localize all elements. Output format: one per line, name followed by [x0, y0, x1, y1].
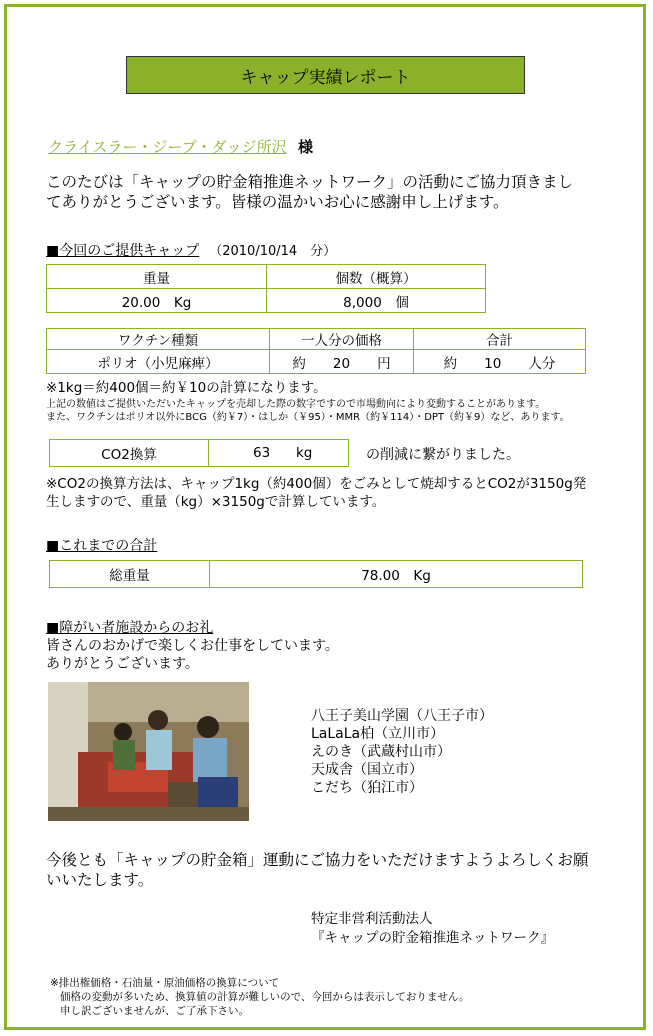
footnote-line-2: 価格の変動が多いため、換算値の計算が難しいので、今回からは表示しておりません。	[60, 991, 470, 1003]
co2-unit: kg	[295, 445, 313, 461]
workshop-photo	[48, 682, 249, 821]
footnote-line-3: 申し訳ございませんが、ご了承下さい。	[60, 1005, 249, 1017]
vaccine-total: 約 10 人分	[414, 350, 586, 374]
totals-heading: ■これまでの合計	[46, 538, 158, 554]
co2-note-1: ※CO2の換算方法は、キャップ1kg（約400個）をごみとして焼却するとCO2が3150g発	[46, 476, 587, 492]
header-count: 個数（概算）	[267, 265, 486, 289]
co2-table	[49, 439, 349, 467]
thanks-heading: ■障がい者施設からのお礼	[46, 620, 214, 636]
closing-line-1: 今後とも「キャップの貯金箱」運動にご協力をいただけますようよろしくお願	[46, 851, 589, 869]
facility-1: 八王子美山学園（八王子市）	[311, 708, 493, 724]
co2-value: 63	[253, 445, 271, 461]
table-row	[47, 265, 486, 289]
org-name: 『キャップの貯金箱推進ネットワーク』	[311, 930, 554, 946]
calc-note: ※1kg＝約400個＝約￥10の計算になります。	[46, 380, 327, 396]
thanks-line-1: 皆さんのおかげで楽しくお仕事をしています。	[46, 638, 339, 654]
thanks-line-2: ありがとうございます。	[46, 656, 199, 672]
vaccine-table	[46, 328, 586, 374]
provided-heading	[46, 240, 336, 260]
closing-line-2: いいたします。	[46, 871, 154, 889]
header-total: 合計	[414, 329, 586, 350]
co2-note-2: 生しますので、重量（kg）×3150gで計算しています。	[46, 494, 386, 510]
table-row	[47, 329, 586, 350]
vaccine-type: ポリオ（小児麻痺）	[47, 350, 270, 374]
total-weight-value: 78.00 Kg	[210, 561, 583, 588]
footnote-line-1: ※排出権価格・石油量・原油価格の換算について	[50, 977, 280, 989]
vaccine-note: また、ワクチンはポリオ以外にBCG（約￥7）・はしか（￥95）・MMR（約￥114）・DPT（約￥9）など、あります。	[46, 412, 570, 423]
co2-label: CO2換算	[50, 440, 209, 467]
customer-name: クライスラー・ジープ・ダッジ所沢	[48, 138, 287, 156]
facility-3: えのき（武蔵村山市）	[311, 744, 451, 760]
vaccine-price: 約 20 円	[270, 350, 414, 374]
totals-table	[49, 560, 583, 588]
co2-suffix: の削減に繋がりました。	[366, 447, 520, 463]
count-value: 8,000 個	[267, 289, 486, 313]
facility-5: こだち（狛江市）	[311, 780, 423, 796]
table-row	[47, 350, 586, 374]
market-note: 上記の数値はご提供いただいたキャップを売却した際の数字ですので市場動向により変動することがあります。	[46, 399, 546, 410]
table-row	[50, 561, 583, 588]
table-row	[50, 440, 349, 467]
facility-2: LaLaLa柏（立川市）	[311, 726, 445, 742]
header-weight: 重量	[47, 265, 267, 289]
workshop-photo-illustration	[48, 682, 249, 821]
intro-line-2: てありがとうございます。皆様の温かいお心に感謝申し上げます。	[46, 193, 509, 211]
provided-table	[46, 264, 486, 313]
intro-line-1: このたびは「キャップの貯金箱推進ネットワーク」の活動にご協力頂きまし	[46, 173, 574, 191]
co2-value-cell	[209, 440, 349, 467]
report-title: キャップ実績レポート	[126, 56, 525, 94]
header-vaccine-type: ワクチン種類	[47, 329, 270, 350]
weight-value: 20.00 Kg	[47, 289, 267, 313]
org-type: 特定非営利活動法人	[311, 911, 433, 927]
table-row	[47, 289, 486, 313]
provided-heading-text: ■今回のご提供キャップ	[46, 243, 200, 259]
header-unit-price: 一人分の価格	[270, 329, 414, 350]
facility-4: 天成舎（国立市）	[311, 762, 423, 778]
customer-honorific: 様	[298, 138, 314, 156]
provided-date: （2010/10/14 分）	[209, 244, 337, 259]
total-weight-label: 総重量	[50, 561, 210, 588]
